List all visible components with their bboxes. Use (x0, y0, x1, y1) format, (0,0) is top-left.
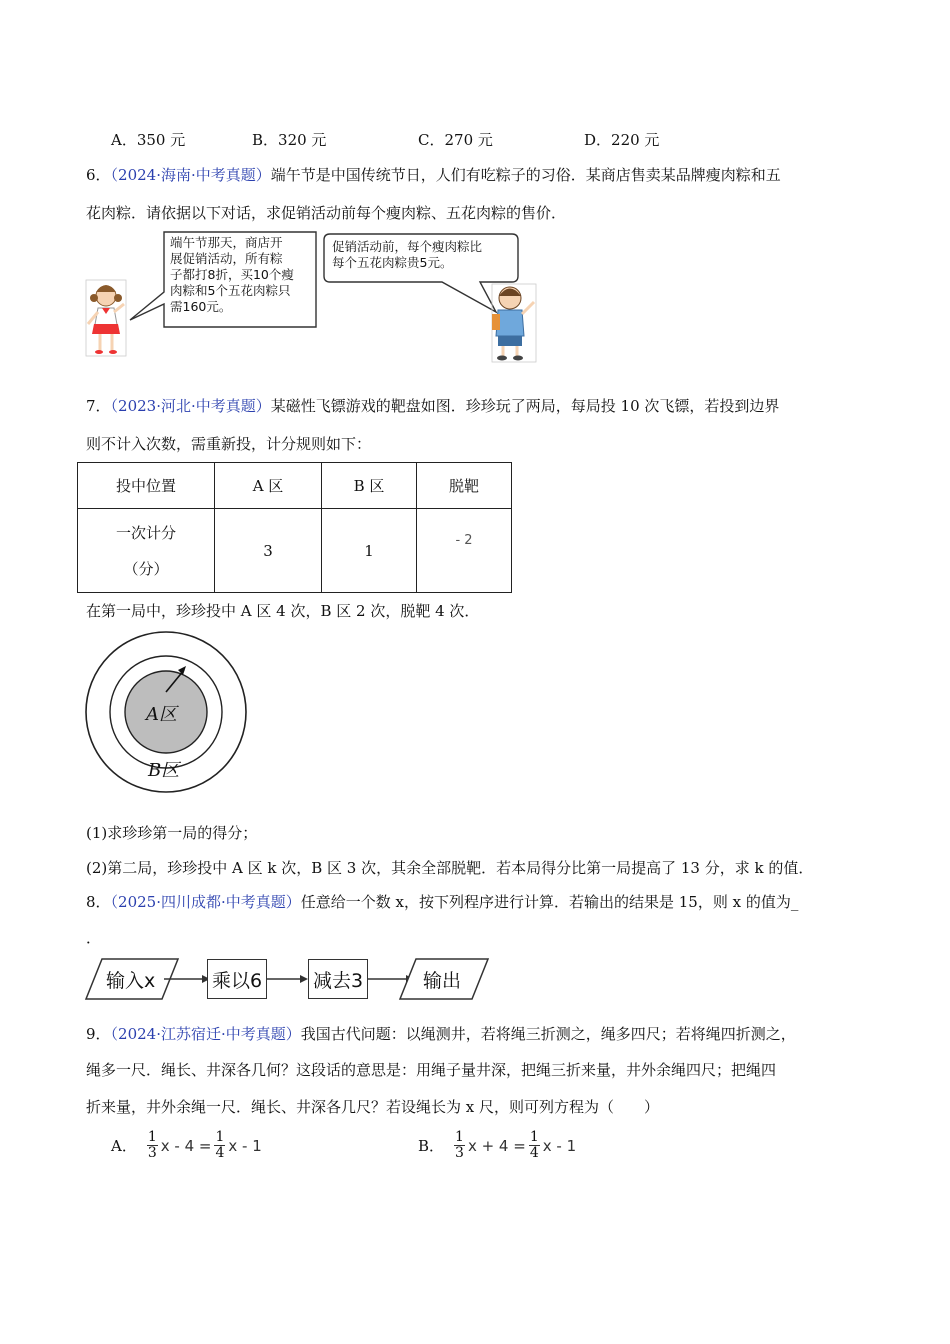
q5-option-d[interactable]: D．220 元 (584, 131, 660, 149)
q7-sub-2: (2)第二局，珍珍投中 A 区 k 次，B 区 3 次，其余全部脱靶．若本局得分比第一局提高了 13 分，求 k 的值． (86, 859, 814, 877)
option-a-label: A． (111, 1137, 137, 1155)
table-header-cell: A 区 (215, 463, 322, 509)
q6-line-1 (86, 164, 781, 185)
table-row-label (78, 509, 215, 593)
flow-multiply-box: 乘以6 (207, 959, 267, 999)
fraction (214, 1130, 225, 1161)
table-header-cell: 脱靶 (417, 463, 512, 509)
denominator: 3 (147, 1145, 157, 1161)
row-label-line-1: 一次计分 (115, 523, 176, 542)
score-table (77, 462, 512, 593)
numerator: 1 (455, 1129, 464, 1145)
q6-number: 6． (86, 166, 111, 184)
flow-subtract-box: 减去3 (308, 959, 368, 999)
bubble-right-line: 每个五花肉粽贵5元。 (332, 255, 453, 270)
q8-line-1 (86, 891, 798, 912)
row-label-line-2: （分） (123, 559, 169, 578)
q7-number: 7． (86, 397, 111, 415)
q7-sub-1: (1)求珍珍第一局的得分； (86, 824, 258, 842)
table-cell: 1 (322, 509, 417, 593)
denominator: 3 (455, 1145, 464, 1161)
q9-source[interactable]: （2024·江苏宿迁·中考真题） (110, 1025, 301, 1043)
q5-option-a[interactable]: A．350 元 (111, 131, 186, 149)
q9-text-3: 折来量，井外余绳一尺．绳长、井深各几尺？若设绳长为 x 尺，则可列方程为（ ） (86, 1098, 659, 1116)
q6-text-1: 端午节是中国传统节日，人们有吃粽子的习俗．某商店售卖某品牌瘦肉粽和五 (270, 166, 781, 184)
q8-text-1: 任意给一个数 x，按下列程序进行计算．若输出的结果是 15，则 x 的值为 (300, 893, 791, 911)
fraction (147, 1130, 158, 1161)
table-cell: 3 (215, 509, 322, 593)
q7-text-1: 某磁性飞镖游戏的靶盘如图．珍珍玩了两局，每局投 10 次飞镖，若投到边界 (270, 397, 780, 415)
flow-output-label: 输出 (423, 970, 462, 992)
fraction (529, 1130, 540, 1161)
table-header-row (78, 463, 512, 509)
table-header-cell: 投中位置 (78, 463, 215, 509)
table-header-cell: B 区 (322, 463, 417, 509)
q7-source[interactable]: （2023·河北·中考真题） (110, 397, 271, 415)
flow-input-label: 输入x (106, 970, 156, 992)
q7-text-3: 在第一局中，珍珍投中 A 区 4 次，B 区 2 次，脱靶 4 次． (86, 602, 480, 620)
q7-line-1 (86, 395, 779, 416)
bubble-left-line: 需160元。 (170, 299, 232, 314)
right-bubble-text (332, 239, 482, 271)
table-cell: - 2 (417, 509, 512, 593)
bubble-left-line: 展促销活动，所有粽 (170, 251, 283, 266)
fraction (454, 1130, 465, 1161)
equation-tail: x - 1 (228, 1136, 262, 1155)
q8-number: 8． (86, 893, 111, 911)
equation-middle: x + 4 = (467, 1136, 526, 1155)
numerator: 1 (529, 1129, 539, 1145)
q9-line-1 (86, 1023, 796, 1044)
bubble-right-line: 促销活动前，每个瘦肉粽比 (332, 239, 483, 254)
q5-option-b[interactable]: B．320 元 (252, 131, 327, 149)
numerator: 1 (215, 1129, 225, 1145)
numerator: 1 (147, 1129, 157, 1145)
q9-option-b[interactable] (418, 1130, 576, 1161)
q7-text-2: 则不计入次数，需重新投，计分规则如下： (86, 435, 372, 453)
bubble-left-line: 端午节那天，商店开 (170, 235, 283, 250)
bubble-left-line: 肉粽和5个五花肉粽只 (170, 283, 291, 298)
option-b-label: B． (418, 1137, 445, 1155)
answer-blank[interactable]: _ (790, 893, 799, 911)
q5-option-c[interactable]: C．270 元 (418, 131, 493, 149)
equation-middle: x - 4 = (160, 1136, 212, 1155)
q6-source[interactable]: （2024·海南·中考真题） (110, 166, 271, 184)
girl-figure-icon (86, 280, 126, 356)
q9-text-1: 我国古代问题：以绳测井，若将绳三折测之，绳多四尺；若将绳四折测之， (300, 1025, 796, 1043)
zone-a-label: A区 (146, 704, 177, 725)
bubble-left-line: 子都打8折，买10个瘦 (170, 267, 294, 282)
denominator: 4 (529, 1145, 539, 1161)
denominator: 4 (215, 1145, 225, 1161)
q9-text-2: 绳多一尺．绳长、井深各几何？这段话的意思是：用绳子量井深，把绳三折来量，井外余绳四尺；把绳四 (86, 1061, 777, 1079)
left-bubble-text (170, 235, 294, 315)
q8-source[interactable]: （2025·四川成都·中考真题） (110, 893, 301, 911)
q9-option-a[interactable] (111, 1130, 262, 1161)
boy-figure-icon (492, 284, 536, 362)
q8-text-2: ． (86, 929, 102, 947)
table-row (78, 509, 512, 593)
equation-tail: x - 1 (542, 1136, 577, 1155)
q6-text-2: 花肉粽．请依据以下对话，求促销活动前每个瘦肉粽、五花肉粽的售价． (86, 204, 567, 222)
zone-b-label: B区 (148, 760, 180, 781)
q9-number: 9． (86, 1025, 111, 1043)
